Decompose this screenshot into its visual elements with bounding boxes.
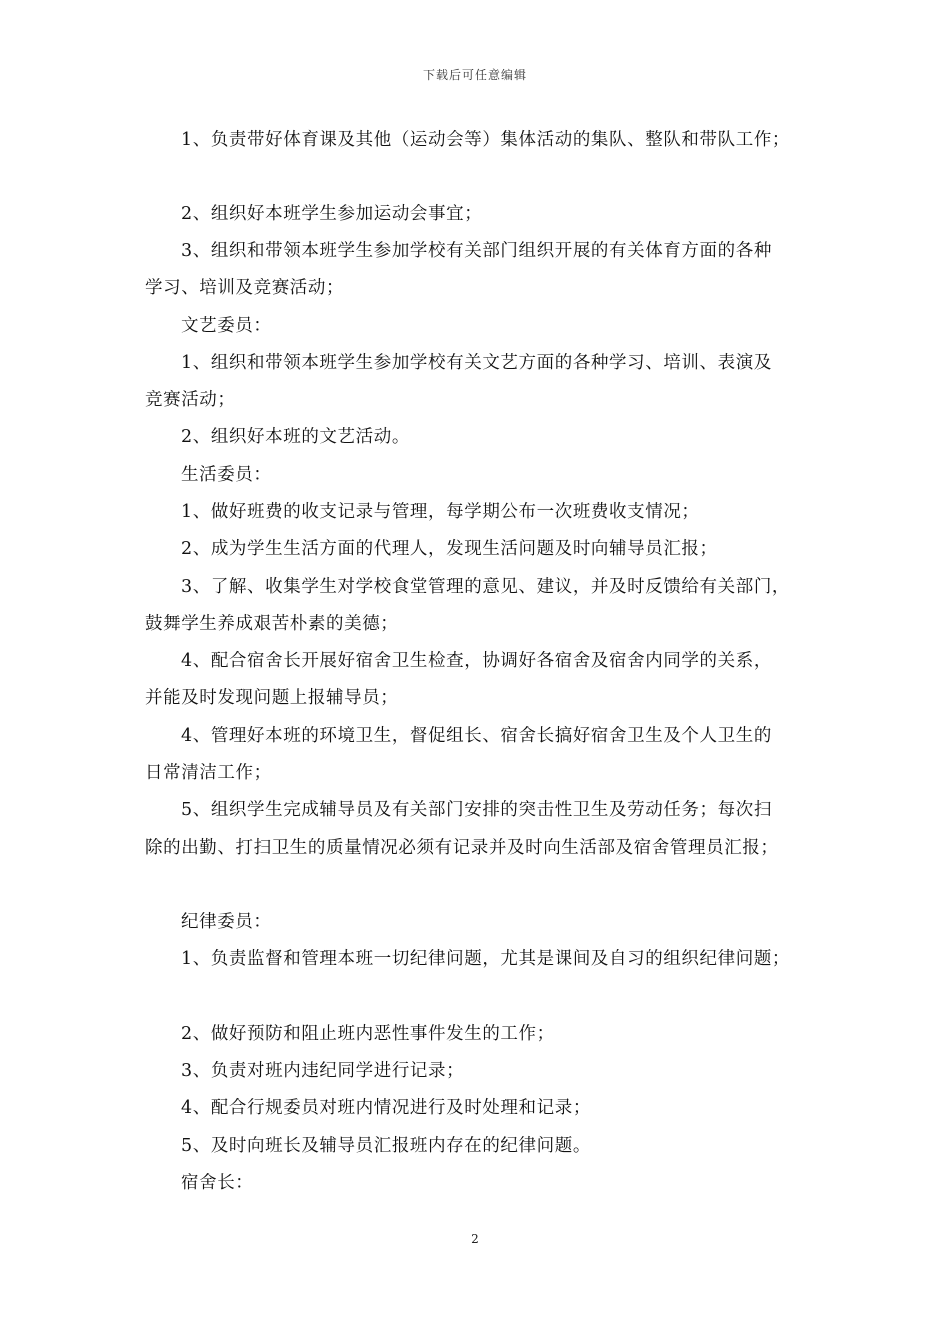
section-heading: 文艺委员： [181,316,272,336]
page-number: 2 [471,1232,479,1246]
section-heading: 宿舍长： [181,1173,254,1193]
text-line: 学习、培训及竞赛活动； [145,278,345,298]
text-line: 2、成为学生生活方面的代理人，发现生活问题及时向辅导员汇报； [181,539,718,559]
text-line: 除的出勤、打扫卫生的质量情况必须有记录并及时向生活部及宿舍管理员汇报； [145,838,779,858]
section-heading: 纪律委员： [181,912,272,932]
text-line: 2、组织好本班的文艺活动。 [181,427,410,447]
text-line: 3、负责对班内违纪同学进行记录； [181,1061,465,1081]
text-line: 4、配合行规委员对班内情况进行及时处理和记录； [181,1098,591,1118]
text-line: 鼓舞学生养成艰苦朴素的美德； [145,614,399,634]
text-line: 5、组织学生完成辅导员及有关部门安排的突击性卫生及劳动任务；每次扫 [181,800,772,820]
text-line: 1、组织和带领本班学生参加学校有关文艺方面的各种学习、培训、表演及 [181,353,772,373]
page-header: 下载后可任意编辑 [422,68,527,82]
text-line: 1、负责监督和管理本班一切纪律问题，尤其是课间及自习的组织纪律问题； [181,949,791,969]
text-line: 日常清洁工作； [145,763,272,783]
text-line: 2、做好预防和阻止班内恶性事件发生的工作； [181,1024,555,1044]
text-line: 3、组织和带领本班学生参加学校有关部门组织开展的有关体育方面的各种 [181,241,772,261]
text-line: 并能及时发现问题上报辅导员； [145,688,399,708]
text-line: 3、了解、收集学生对学校食堂管理的意见、建议，并及时反馈给有关部门， [181,577,791,597]
text-line: 竞赛活动； [145,390,236,410]
text-line: 4、配合宿舍长开展好宿舍卫生检查，协调好各宿舍及宿舍内同学的关系， [181,651,772,671]
text-line: 4、管理好本班的环境卫生，督促组长、宿舍长搞好宿舍卫生及个人卫生的 [181,726,772,746]
text-line: 2、组织好本班学生参加运动会事宜； [181,204,483,224]
section-heading: 生活委员： [181,465,272,485]
text-line: 5、及时向班长及辅导员汇报班内存在的纪律问题。 [181,1136,591,1156]
text-line: 1、负责带好体育课及其他（运动会等）集体活动的集队、整队和带队工作； [181,130,791,150]
text-line: 1、做好班费的收支记录与管理，每学期公布一次班费收支情况； [181,502,700,522]
